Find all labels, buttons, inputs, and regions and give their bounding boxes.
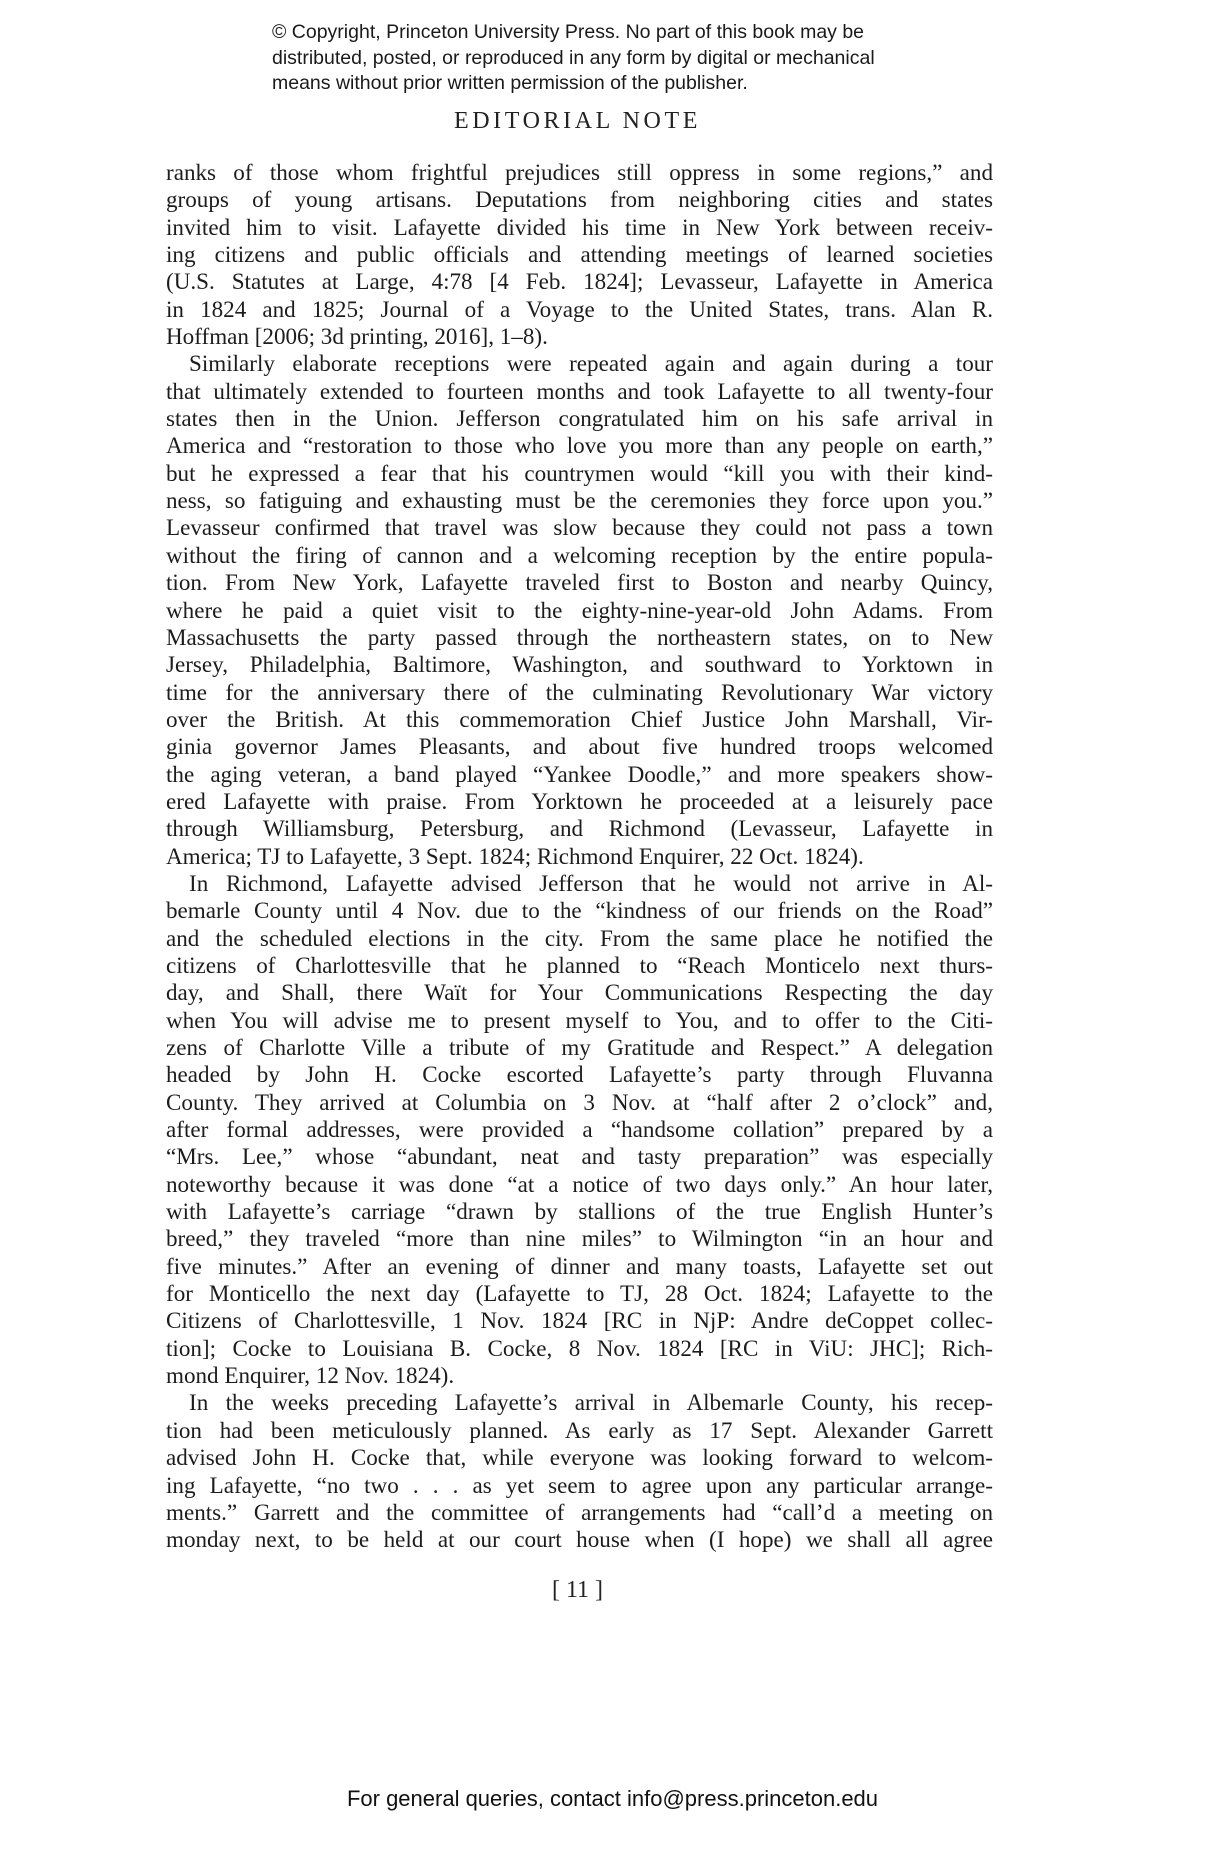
text-line: Jersey, Philadelphia, Baltimore, Washington, and southward to Yorktown in: [166, 651, 993, 678]
text-line: for Monticello the next day (Lafayette to TJ, 28 Oct. 1824; Lafayette to the: [166, 1280, 993, 1307]
text-line: mond Enquirer, 12 Nov. 1824).: [166, 1362, 455, 1389]
text-line: groups of young artisans. Deputations from neighboring cities and states: [166, 186, 993, 213]
text-line: after formal addresses, were provided a “handsome collation” prepared by a: [166, 1116, 993, 1143]
text-line: advised John H. Cocke that, while everyone was looking forward to welcom-: [166, 1444, 993, 1471]
text-line: breed,” they traveled “more than nine miles” to Wilmington “in an hour and: [166, 1225, 993, 1252]
text-line: In Richmond, Lafayette advised Jefferson that he would not arrive in Al-: [189, 869, 993, 896]
text-line: America and “restoration to those who love you more than any people on earth,”: [166, 432, 993, 459]
text-line: monday next, to be held at our court house when (I hope) we shall all agree: [166, 1526, 993, 1553]
body-text: [166, 159, 993, 1554]
text-line: “Mrs. Lee,” whose “abundant, neat and tasty preparation” was especially: [166, 1143, 993, 1170]
text-line: America; TJ to Lafayette, 3 Sept. 1824; Richmond Enquirer, 22 Oct. 1824).: [166, 842, 864, 869]
text-line: ing citizens and public officials and attending meetings of learned societies: [166, 241, 993, 268]
text-line: in 1824 and 1825; Journal of a Voyage to the United States, trans. Alan R.: [166, 295, 993, 322]
text-line: with Lafayette’s carriage “drawn by stallions of the true English Hunter’s: [166, 1198, 993, 1225]
text-line: day, and Shall, there Waït for Your Communications Respecting the day: [166, 979, 993, 1006]
text-line: tion. From New York, Lafayette traveled first to Boston and nearby Quincy,: [166, 569, 993, 596]
copyright-line: © Copyright, Princeton University Press. No part of this book may be: [272, 21, 865, 43]
text-line: Levasseur confirmed that travel was slow because they could not pass a town: [166, 514, 993, 541]
text-line: through Williamsburg, Petersburg, and Richmond (Levasseur, Lafayette in: [166, 815, 993, 842]
text-line: the aging veteran, a band played “Yankee Doodle,” and more speakers show-: [166, 760, 993, 787]
copyright-notice: [272, 20, 972, 97]
text-line: (U.S. Statutes at Large, 4:78 [4 Feb. 1824]; Levasseur, Lafayette in America: [166, 268, 993, 295]
text-line: Similarly elaborate receptions were repeated again and again during a tour: [189, 350, 993, 377]
text-line: that ultimately extended to fourteen months and took Lafayette to all twenty-four: [166, 377, 993, 404]
text-line: In the weeks preceding Lafayette’s arrival in Albemarle County, his recep-: [189, 1389, 993, 1416]
text-line: noteworthy because it was done “at a notice of two days only.” An hour later,: [166, 1170, 993, 1197]
footer-contact: For general queries, contact info@press.princeton.edu: [346, 1786, 879, 1811]
text-line: citizens of Charlottesville that he planned to “Reach Monticelo next thurs-: [166, 951, 993, 978]
text-line: when You will advise me to present myself to You, and to offer to the Citi-: [166, 1006, 993, 1033]
text-line: Citizens of Charlottesville, 1 Nov. 1824 [RC in NjP: Andre deCoppet collec-: [166, 1307, 993, 1334]
text-line: states then in the Union. Jefferson congratulated him on his safe arrival in: [166, 405, 993, 432]
text-line: five minutes.” After an evening of dinner and many toasts, Lafayette set out: [166, 1252, 993, 1279]
copyright-line: means without prior written permission of the publisher.: [272, 72, 748, 94]
text-line: and the scheduled elections in the city. From the same place he notified the: [166, 924, 993, 951]
text-line: over the British. At this commemoration Chief Justice John Marshall, Vir-: [166, 705, 993, 732]
text-line: but he expressed a fear that his countrymen would “kill you with their kind-: [166, 459, 993, 486]
running-head: EDITORIAL NOTE: [453, 108, 702, 134]
text-line: invited him to visit. Lafayette divided his time in New York between receiv-: [166, 213, 993, 240]
text-line: tion had been meticulously planned. As early as 17 Sept. Alexander Garrett: [166, 1416, 993, 1443]
text-line: Hoffman [2006; 3d printing, 2016], 1–8).: [166, 323, 548, 350]
text-line: time for the anniversary there of the culminating Revolutionary War victory: [166, 678, 993, 705]
text-line: tion]; Cocke to Louisiana B. Cocke, 8 Nov. 1824 [RC in ViU: JHC]; Rich-: [166, 1334, 993, 1361]
text-line: Massachusetts the party passed through the northeastern states, on to New: [166, 623, 993, 650]
text-line: without the firing of cannon and a welcoming reception by the entire popula-: [166, 541, 993, 568]
text-line: ness, so fatiguing and exhausting must be the ceremonies they force upon you.”: [166, 487, 993, 514]
text-line: ginia governor James Pleasants, and about five hundred troops welcomed: [166, 733, 993, 760]
text-line: ered Lafayette with praise. From Yorktown he proceeded at a leisurely pace: [166, 787, 993, 814]
text-line: zens of Charlotte Ville a tribute of my Gratitude and Respect.” A delegation: [166, 1034, 993, 1060]
text-line: where he paid a quiet visit to the eighty-nine-year-old John Adams. From: [166, 596, 993, 623]
text-line: ing Lafayette, “no two . . . as yet seem to agree upon any particular arrange-: [166, 1471, 993, 1498]
text-line: headed by John H. Cocke escorted Lafayette’s party through Fluvanna: [166, 1061, 993, 1088]
text-line: ments.” Garrett and the committee of arrangements had “call’d a meeting on: [166, 1498, 993, 1525]
page-number: [ 11 ]: [551, 1577, 604, 1603]
text-line: ranks of those whom frightful prejudices still oppress in some regions,” and: [166, 159, 993, 185]
text-line: bemarle County until 4 Nov. due to the “kindness of our friends on the Road”: [166, 897, 993, 924]
copyright-line: distributed, posted, or reproduced in any form by digital or mechanical: [272, 46, 875, 69]
text-line: County. They arrived at Columbia on 3 Nov. at “half after 2 o’clock” and,: [166, 1088, 993, 1115]
